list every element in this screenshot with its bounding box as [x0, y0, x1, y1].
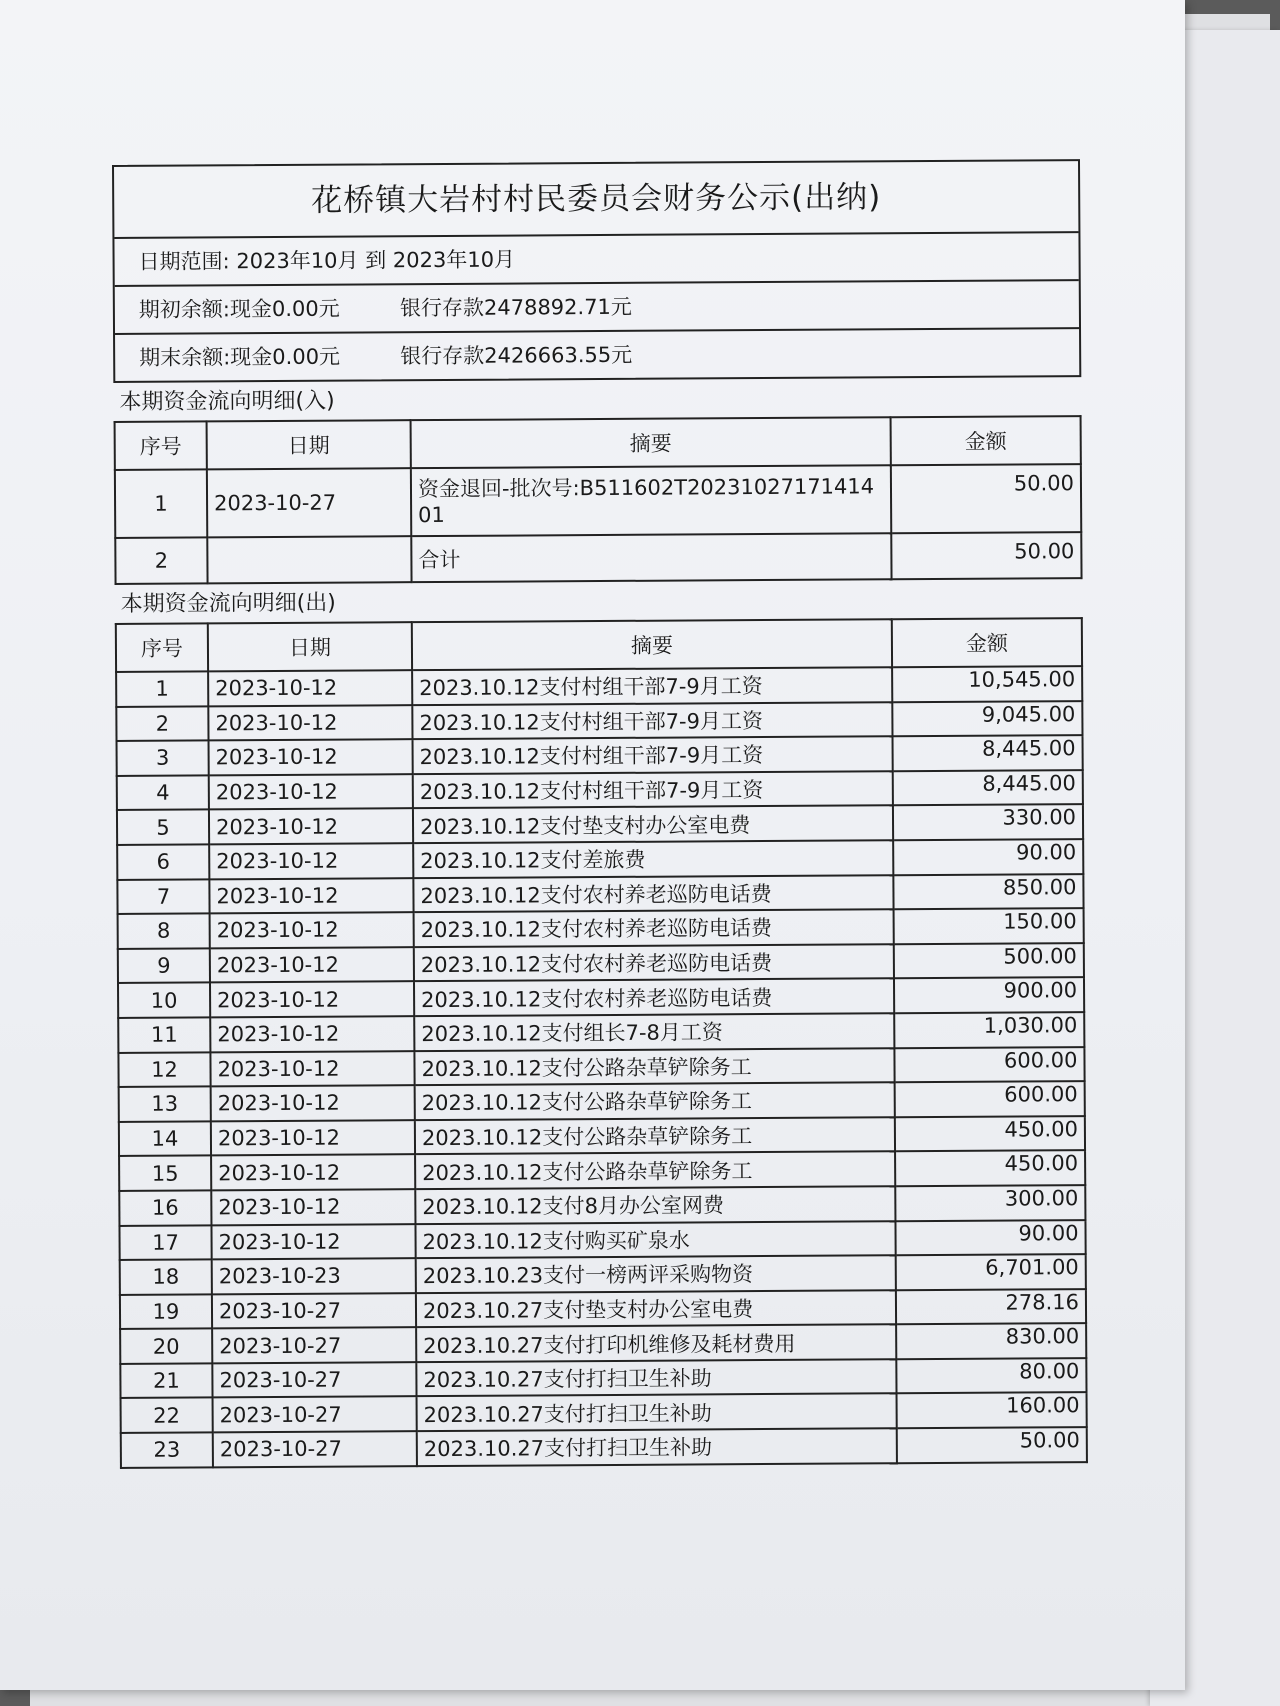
- table-row: [117, 839, 1083, 879]
- expense-header-date: 日期: [208, 622, 412, 671]
- closing-bank: 银行存款2426663.55元: [400, 342, 633, 369]
- row-summary: 2023.10.12支付垫支村办公室电费: [413, 806, 893, 844]
- row-date: 2023-10-27: [212, 1327, 416, 1363]
- table-row: [120, 1358, 1086, 1398]
- row-amount: 8,445.00: [893, 735, 1083, 771]
- table-row: [118, 908, 1084, 948]
- row-summary: 2023.10.12支付村组干部7-9月工资: [412, 667, 892, 705]
- row-date: 2023-10-12: [208, 705, 412, 741]
- row-no: 18: [120, 1260, 212, 1295]
- row-date: 2023-10-12: [209, 878, 413, 914]
- row-summary: 2023.10.27支付打扫卫生补助: [416, 1359, 896, 1397]
- row-amount: 150.00: [894, 908, 1084, 944]
- row-no: 4: [117, 775, 209, 810]
- table-row: [119, 1116, 1085, 1156]
- income-header-amount: 金额: [891, 416, 1081, 465]
- row-summary: 2023.10.12支付村组干部7-9月工资: [413, 771, 893, 809]
- income-header-date: 日期: [207, 420, 411, 469]
- row-no: 3: [117, 741, 209, 776]
- opening-label: 期初余额:: [138, 297, 231, 322]
- row-summary: 2023.10.12支付村组干部7-9月工资: [412, 702, 892, 740]
- row-amount: 300.00: [895, 1185, 1085, 1221]
- row-summary: 2023.10.12支付农村养老巡防电话费: [414, 909, 894, 947]
- table-row: [119, 1150, 1085, 1190]
- page-title: 花桥镇大岩村村民委员会财务公示(出纳): [114, 161, 1078, 239]
- table-row: [118, 977, 1084, 1017]
- row-summary: 2023.10.12支付农村养老巡防电话费: [413, 875, 893, 913]
- row-date: 2023-10-12: [209, 809, 413, 845]
- expense-header-no: 序号: [116, 623, 208, 672]
- row-no: 2: [115, 537, 207, 584]
- table-row: [117, 804, 1083, 844]
- row-amount: 330.00: [893, 804, 1083, 840]
- table-row: [117, 770, 1083, 810]
- row-summary: 2023.10.23支付一榜两评采购物资: [416, 1255, 896, 1293]
- table-row: [117, 874, 1083, 914]
- row-date: 2023-10-12: [211, 1120, 415, 1156]
- row-summary: 2023.10.12支付农村养老巡防电话费: [414, 979, 894, 1017]
- row-amount: 90.00: [893, 839, 1083, 875]
- row-amount: 50.00: [897, 1427, 1087, 1463]
- row-summary: 2023.10.12支付购买矿泉水: [415, 1221, 895, 1259]
- row-no: 2: [116, 706, 208, 741]
- row-no: 13: [119, 1087, 211, 1122]
- row-no: 19: [120, 1294, 212, 1329]
- row-summary: 2023.10.27支付打扫卫生补助: [417, 1394, 897, 1432]
- row-date: 2023-10-12: [211, 1085, 415, 1121]
- row-date: 2023-10-27: [207, 468, 411, 537]
- row-no: 16: [119, 1190, 211, 1225]
- row-amount: 90.00: [895, 1220, 1085, 1256]
- row-amount: 50.00: [891, 532, 1081, 579]
- row-no: 14: [119, 1121, 211, 1156]
- table-row: [115, 464, 1081, 538]
- row-amount: 900.00: [894, 977, 1084, 1013]
- row-amount: 600.00: [894, 1047, 1084, 1083]
- table-row: [120, 1323, 1086, 1363]
- row-amount: 500.00: [894, 943, 1084, 979]
- expense-header-row: [116, 618, 1082, 672]
- row-amount: 850.00: [893, 874, 1083, 910]
- expense-rows: [116, 666, 1087, 1468]
- table-row: [121, 1393, 1087, 1433]
- row-summary: 资金退回-批次号:B511602T2023102717141401: [411, 465, 891, 536]
- row-amount: 450.00: [895, 1150, 1085, 1186]
- row-no: 20: [120, 1329, 212, 1364]
- row-summary: 2023.10.12支付公路杂草铲除务工: [414, 1048, 894, 1086]
- opening-bank: 银行存款2478892.71元: [399, 294, 632, 321]
- row-no: 15: [119, 1156, 211, 1191]
- table-row: [118, 943, 1084, 983]
- table-row: [120, 1289, 1086, 1329]
- table-row: [117, 735, 1083, 775]
- row-summary: 2023.10.12支付公路杂草铲除务工: [415, 1117, 895, 1155]
- row-no: 21: [120, 1363, 212, 1398]
- row-amount: 6,701.00: [896, 1254, 1086, 1290]
- expense-table: [115, 617, 1088, 1469]
- table-row: [119, 1220, 1085, 1260]
- row-date: [207, 536, 411, 583]
- row-no: 1: [115, 469, 207, 538]
- table-row: [121, 1427, 1087, 1467]
- row-no: 7: [117, 879, 209, 914]
- row-date: 2023-10-12: [210, 1016, 414, 1052]
- row-date: 2023-10-27: [213, 1397, 417, 1433]
- expense-section-title: 本期资金流向明细(出): [120, 590, 336, 617]
- row-date: 2023-10-12: [209, 739, 413, 775]
- row-summary: 2023.10.12支付公路杂草铲除务工: [415, 1082, 895, 1120]
- income-section-title: 本期资金流向明细(入): [119, 388, 335, 415]
- row-amount: 160.00: [897, 1393, 1087, 1429]
- row-no: 6: [117, 844, 209, 879]
- row-no: 8: [118, 914, 210, 949]
- row-summary: 2023.10.12支付组长7-8月工资: [414, 1013, 894, 1051]
- expense-header-summary: 摘要: [412, 619, 892, 670]
- row-amount: 8,445.00: [893, 770, 1083, 806]
- row-amount: 50.00: [891, 464, 1081, 533]
- table-row: [119, 1185, 1085, 1225]
- row-amount: 278.16: [896, 1289, 1086, 1325]
- opening-balance: [115, 281, 1079, 335]
- row-amount: 450.00: [895, 1116, 1085, 1152]
- row-summary: 2023.10.12支付8月办公室网费: [415, 1186, 895, 1224]
- row-date: 2023-10-12: [209, 843, 413, 879]
- table-row: [115, 532, 1081, 584]
- row-no: 22: [121, 1398, 213, 1433]
- row-amount: 600.00: [895, 1081, 1085, 1117]
- closing-label: 期末余额:: [139, 345, 231, 370]
- row-amount: 1,030.00: [894, 1012, 1084, 1048]
- row-no: 10: [118, 983, 210, 1018]
- income-header-row: [115, 416, 1081, 470]
- table-row: [120, 1254, 1086, 1294]
- row-date: 2023-10-12: [210, 912, 414, 948]
- row-date: 2023-10-12: [211, 1154, 415, 1190]
- expense-header-amount: 金额: [892, 618, 1082, 667]
- row-no: 17: [119, 1225, 211, 1260]
- row-summary: 2023.10.12支付农村养老巡防电话费: [414, 944, 894, 982]
- row-date: 2023-10-12: [208, 670, 412, 706]
- row-summary: 合计: [411, 533, 891, 582]
- row-no: 11: [118, 1017, 210, 1052]
- row-date: 2023-10-12: [210, 947, 414, 983]
- row-date: 2023-10-27: [213, 1431, 417, 1467]
- row-no: 1: [116, 671, 208, 706]
- row-date: 2023-10-27: [212, 1362, 416, 1398]
- table-row: [119, 1081, 1085, 1121]
- opening-cash: 现金0.00元: [229, 296, 340, 322]
- row-date: 2023-10-12: [210, 1051, 414, 1087]
- row-summary: 2023.10.27支付垫支村办公室电费: [416, 1290, 896, 1328]
- row-amount: 9,045.00: [892, 701, 1082, 737]
- row-date: 2023-10-23: [212, 1258, 416, 1294]
- row-date: 2023-10-12: [211, 1189, 415, 1225]
- income-header-summary: 摘要: [411, 417, 891, 468]
- closing-cash: 现金0.00元: [230, 344, 341, 370]
- income-header-no: 序号: [115, 421, 207, 470]
- row-amount: 80.00: [896, 1358, 1086, 1394]
- row-amount: 830.00: [896, 1323, 1086, 1359]
- row-amount: 10,545.00: [892, 666, 1082, 702]
- table-row: [116, 666, 1082, 706]
- row-date: 2023-10-12: [210, 982, 414, 1018]
- row-summary: 2023.10.12支付公路杂草铲除务工: [415, 1152, 895, 1190]
- row-summary: 2023.10.12支付差旅费: [413, 840, 893, 878]
- row-date: 2023-10-27: [212, 1293, 416, 1329]
- finance-notice: [112, 159, 1088, 1469]
- header-box: [112, 159, 1081, 383]
- table-row: [116, 701, 1082, 741]
- row-summary: 2023.10.12支付村组干部7-9月工资: [413, 736, 893, 774]
- row-no: 23: [121, 1432, 213, 1467]
- row-summary: 2023.10.27支付打印机维修及耗材费用: [416, 1325, 896, 1363]
- row-no: 5: [117, 810, 209, 845]
- table-row: [118, 1047, 1084, 1087]
- row-no: 12: [118, 1052, 210, 1087]
- row-date: 2023-10-12: [211, 1224, 415, 1260]
- table-row: [118, 1012, 1084, 1052]
- closing-balance: [115, 329, 1079, 381]
- row-date: 2023-10-12: [209, 774, 413, 810]
- row-no: 9: [118, 948, 210, 983]
- income-table: [114, 415, 1083, 585]
- date-range: 日期范围: 2023年10月 到 2023年10月: [114, 233, 1078, 287]
- row-summary: 2023.10.27支付打扫卫生补助: [417, 1428, 897, 1466]
